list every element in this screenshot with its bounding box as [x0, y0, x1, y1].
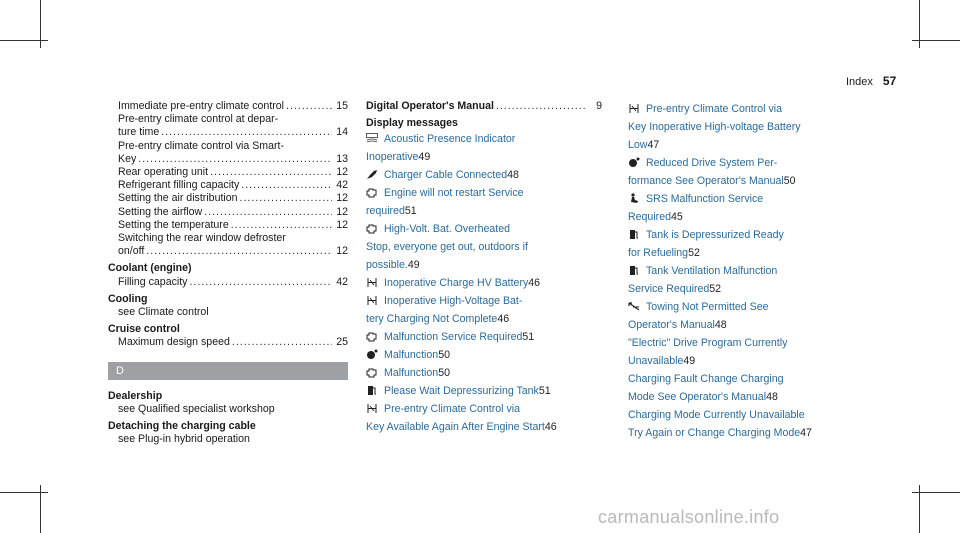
index-entry[interactable]: see Climate control [118, 306, 209, 319]
display-message-entry[interactable] [628, 334, 872, 370]
display-message-entry[interactable] [628, 370, 872, 406]
index-entry[interactable]: ture time ..... 14 [108, 126, 348, 139]
message-text: High-Volt. Bat. Overheated [384, 223, 511, 236]
page-ref: 48 [507, 169, 519, 182]
message-text: Acoustic Presence Indicator [384, 133, 516, 146]
message-text: Mode See Operator's Manual [628, 391, 767, 403]
message-text: Pre-entry Climate Control via [646, 103, 782, 115]
message-text: Please Wait Depressurizing Tank [384, 385, 539, 398]
message-text: Towing Not Permitted See [646, 301, 769, 313]
page-ref: 49 [683, 355, 696, 367]
display-message-entry[interactable] [628, 262, 872, 298]
srs-icon [628, 193, 640, 204]
message-text: Malfunction Service Required [384, 331, 523, 344]
display-message-entry[interactable] [366, 400, 602, 436]
index-entry: Pre-entry climate control via Smart- [118, 139, 285, 152]
display-message-entry[interactable] [628, 154, 872, 190]
index-heading: Detaching the charging cable [108, 420, 256, 433]
watermark: carmanualsonline.info [598, 507, 780, 527]
section-letter-bar: D [108, 362, 348, 380]
fuel-tank-icon [366, 385, 378, 396]
display-message-entry[interactable] [628, 190, 872, 226]
message-text: Charging Fault Change Charging [628, 373, 784, 385]
message-text: Stop, everyone get out, outdoors if [366, 241, 528, 254]
drive-system-icon [628, 157, 640, 168]
page-ref: 49 [418, 151, 431, 164]
page-ref: 45 [671, 211, 683, 223]
page-ref: 50 [438, 349, 450, 362]
page-ref: 46 [528, 277, 541, 290]
message-text: Malfunction [384, 349, 439, 362]
index-column-2 [366, 100, 602, 436]
display-message-entry[interactable] [366, 328, 602, 346]
display-message-entry[interactable] [366, 166, 602, 184]
message-text: for Refueling [628, 247, 689, 259]
message-text: required [366, 205, 405, 218]
page-ref: 47 [647, 139, 660, 151]
display-message-entry[interactable] [628, 226, 872, 262]
index-entry[interactable]: Setting the air distribution ..... 12 [108, 192, 348, 205]
hv-battery-icon [366, 277, 378, 288]
index-entry[interactable]: Digital Operator's Manual ..... 9 [366, 100, 602, 113]
index-entry: Switching the rear window defroster [118, 232, 286, 245]
acoustic-icon [366, 133, 378, 144]
display-message-entry[interactable] [628, 406, 872, 442]
index-entry[interactable]: on/off ..... 12 [108, 245, 348, 258]
message-text: Malfunction [384, 367, 439, 380]
message-text: Charging Mode Currently Unavailable [628, 409, 805, 421]
message-text: "Electric" Drive Program Currently [628, 337, 788, 349]
index-column-1 [108, 100, 348, 446]
message-text: Key Available Again After Engine Start [366, 421, 545, 434]
index-heading: Cruise control [108, 323, 180, 336]
index-entry[interactable]: Key ..... 13 [108, 153, 348, 166]
page-ref: 52 [688, 247, 700, 259]
display-message-entry[interactable] [366, 346, 602, 364]
display-message-entry[interactable] [366, 292, 602, 328]
engine-icon [366, 187, 378, 198]
message-text: Reduced Drive System Per- [646, 157, 778, 169]
message-text: Tank Ventilation Malfunction [646, 265, 778, 277]
message-text: possible. [366, 259, 408, 272]
display-message-entry[interactable] [628, 100, 872, 154]
message-text: formance See Operator's Manual [628, 175, 784, 187]
page-header [846, 74, 896, 88]
index-column-3 [628, 100, 872, 442]
index-heading: Dealership [108, 389, 163, 402]
page-ref: 51 [522, 331, 535, 344]
page-ref: 48 [714, 319, 727, 331]
page-ref: 52 [709, 283, 722, 295]
index-heading: Display messages [366, 117, 458, 130]
page-ref: 47 [800, 427, 812, 439]
towing-icon [628, 301, 640, 312]
drive-system-icon [366, 349, 378, 360]
index-entry[interactable]: Setting the airflow ..... 12 [108, 206, 348, 219]
index-heading: Cooling [108, 292, 148, 305]
index-entry[interactable]: Immediate pre-entry climate control ..... 15 [108, 100, 348, 113]
charger-plug-icon [366, 169, 378, 180]
index-entry: Pre-entry climate control at depar- [118, 113, 279, 126]
message-text: Pre-entry Climate Control via [384, 403, 520, 416]
page-ref: 51 [538, 385, 551, 398]
message-text: Required [628, 211, 671, 223]
engine-icon [366, 367, 378, 378]
index-entry[interactable]: see Plug-in hybrid operation [118, 433, 250, 446]
index-entry[interactable]: Setting the temperature ..... 12 [108, 219, 348, 232]
page-ref: 46 [544, 421, 557, 434]
message-text: Tank is Depressurized Ready [646, 229, 784, 241]
message-text: tery Charging Not Complete [366, 313, 498, 326]
index-entry[interactable]: Maximum design speed ..... 25 [108, 336, 348, 349]
message-text: Operator's Manual [628, 319, 715, 331]
message-text: Service Required [628, 283, 710, 295]
fuel-tank-icon [628, 265, 640, 276]
hv-battery-icon [366, 295, 378, 306]
fuel-tank-icon [628, 229, 640, 240]
page-ref: 51 [404, 205, 417, 218]
index-entry[interactable]: Rear operating unit ..... 12 [108, 166, 348, 179]
page-number: 57 [882, 74, 897, 88]
display-message-entry[interactable] [366, 382, 602, 400]
index-heading: Coolant (engine) [108, 262, 192, 275]
page-ref: 50 [438, 367, 450, 380]
hv-battery-icon [628, 103, 640, 114]
message-text: Inoperative High-Voltage Bat- [384, 295, 523, 308]
message-text: Charger Cable Connected [384, 169, 508, 182]
message-text: Unavailable [628, 355, 684, 367]
index-entry[interactable]: Filling capacity ..... 42 [108, 276, 348, 289]
message-text: Engine will not restart Service [384, 187, 524, 200]
display-message-entry[interactable] [628, 298, 872, 334]
engine-icon [366, 331, 378, 342]
page-ref: 46 [497, 313, 510, 326]
header-label: Index [846, 76, 873, 88]
page-ref: 50 [783, 175, 796, 187]
message-text: SRS Malfunction Service [646, 193, 764, 205]
display-message-entry[interactable] [366, 184, 602, 220]
display-message-entry[interactable] [366, 274, 602, 292]
message-text: Try Again or Change Charging Mode [628, 427, 801, 439]
index-entry[interactable]: Refrigerant filling capacity ..... 42 [108, 179, 348, 192]
page-ref: 49 [407, 259, 420, 272]
engine-icon [366, 223, 378, 234]
message-text: Inoperative Charge HV Battery [384, 277, 529, 290]
display-message-entry[interactable] [366, 130, 602, 166]
hv-battery-icon [366, 403, 378, 414]
display-message-entry[interactable] [366, 220, 602, 274]
display-message-entry[interactable] [366, 364, 602, 382]
page-ref: 48 [766, 391, 778, 403]
message-text: Inoperative [366, 151, 419, 164]
message-text: Key Inoperative High-voltage Battery [628, 121, 801, 133]
index-entry[interactable]: see Qualified specialist workshop [118, 402, 275, 415]
message-text: Low [628, 139, 648, 151]
